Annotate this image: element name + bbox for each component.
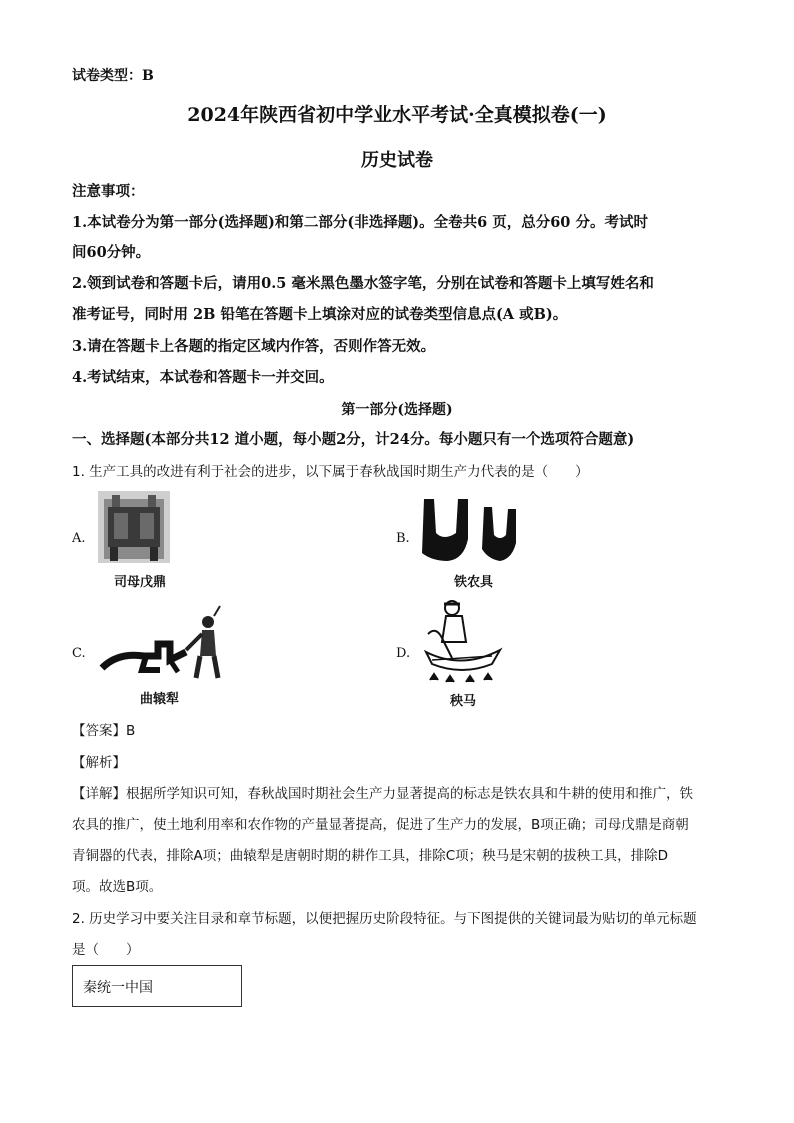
note-2-line-2: 准考证号，同时用 2B 铅笔在答题卡上填涂对应的试卷类型信息点(A 或B)。 xyxy=(72,306,568,323)
q1-detail-line-1: 【详解】根据所学知识可知，春秋战国时期社会生产力显著提高的标志是铁农具和牛耕的使用和推广，铁 xyxy=(72,786,693,802)
q1-option-c-letter: C. xyxy=(72,646,86,661)
section-heading: 一、选择题(本部分共12 道小题，每小题2分，计24分。每小题只有一个选项符合题意) xyxy=(72,431,635,448)
q1-analysis-label: 【解析】 xyxy=(72,755,126,771)
q2-keyword-box xyxy=(72,965,242,1007)
q1-option-b-caption: 铁农具 xyxy=(454,575,494,590)
q1-option-c-caption: 曲辕犁 xyxy=(140,692,180,707)
exam-title: 2024年陕西省初中学业水平考试·全真模拟卷(一) xyxy=(187,104,607,126)
q1-detail-line-4: 项。故选B项。 xyxy=(72,879,163,895)
q2-stem-line-1: 2. 历史学习中要关注目录和章节标题，以便把握历史阶段特征。与下图提供的关键词最为贴切的单元标题 xyxy=(72,911,697,927)
curved-plow-image xyxy=(98,600,224,684)
q1-detail-line-2: 农具的推广，使土地利用率和农作物的产量显著提高，促进了生产力的发展，B项正确；司母戊鼎是商朝 xyxy=(72,817,689,833)
note-4: 4.考试结束，本试卷和答题卡一并交回。 xyxy=(72,369,334,386)
q2-stem-line-2: 是（ ） xyxy=(72,942,140,958)
exam-subtitle: 历史试卷 xyxy=(361,150,433,171)
note-3: 3.请在答题卡上各题的指定区域内作答，否则作答无效。 xyxy=(72,338,436,355)
note-1-line-1: 1.本试卷分为第一部分(选择题)和第二部分(非选择题)。全卷共6 页，总分60 分。考试时 xyxy=(72,214,648,231)
q1-answer: 【答案】B xyxy=(72,723,136,739)
q1-stem: 1. 生产工具的改进有利于社会的进步，以下属于春秋战国时期生产力代表的是（ ） xyxy=(72,464,589,480)
part1-heading: 第一部分(选择题) xyxy=(341,402,453,418)
iron-tools-image xyxy=(418,495,524,565)
q1-option-a-caption: 司母戊鼎 xyxy=(114,575,167,590)
q1-option-d-caption: 秧马 xyxy=(450,694,477,709)
note-1-line-2: 间60分钟。 xyxy=(72,244,151,261)
seedling-horse-image xyxy=(422,598,506,690)
note-2-line-1: 2.领到试卷和答题卡后，请用0.5 毫米黑色墨水签字笔，分别在试卷和答题卡上填写姓名和 xyxy=(72,275,654,292)
notes-heading: 注意事项： xyxy=(72,183,145,200)
paper-type: 试卷类型：B xyxy=(72,68,154,84)
q1-option-a-letter: A. xyxy=(72,531,86,546)
ding-vessel-image xyxy=(98,491,170,563)
q1-option-d-letter: D. xyxy=(396,646,411,661)
q1-detail-line-3: 青铜器的代表，排除A项；曲辕犁是唐朝时期的耕作工具，排除C项；秧马是宋朝的拔秧工具，排除D xyxy=(72,848,669,864)
q2-keyword-text: 秦统一中国 xyxy=(83,980,153,996)
q1-option-b-letter: B. xyxy=(396,531,410,546)
